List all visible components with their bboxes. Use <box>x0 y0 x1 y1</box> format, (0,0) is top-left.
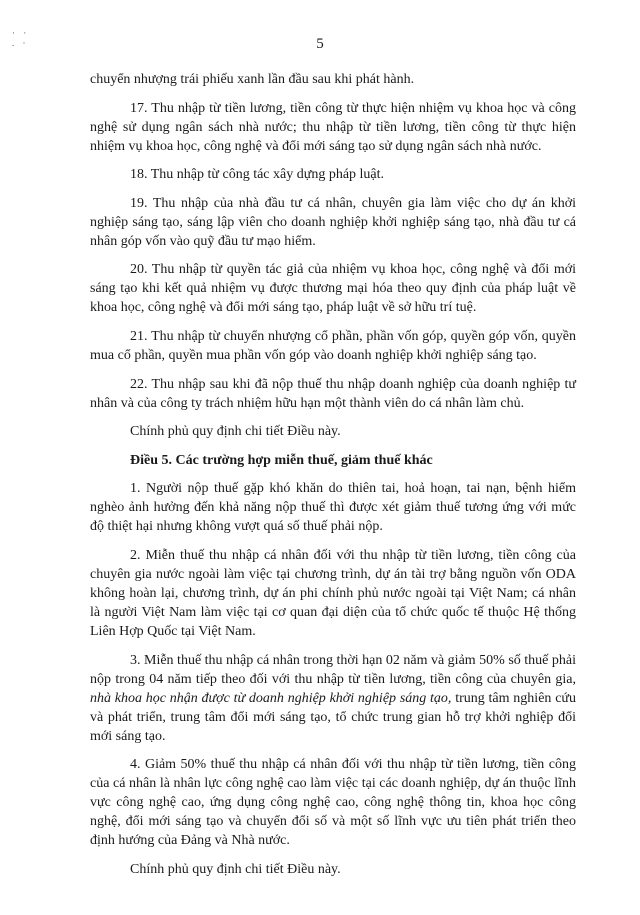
paragraph-continuation: chuyển nhượng trái phiếu xanh lần đầu sau khi phát hành. <box>90 72 415 87</box>
government-detail-note-2: Chính phủ quy định chi tiết Điều này. <box>130 861 341 877</box>
page-number: 5 <box>316 36 324 52</box>
paragraph-item-20: 20. Thu nhập từ quyền tác giả của nhiệm vụ khoa học, công nghệ và đổi mới sáng tạo khi kết quả nhiệm vụ được thương mại hóa theo quy định của pháp luật về khoa học, công nghệ và đổi mới sáng tạo, pháp luật về sở hữu trí tuệ. <box>90 262 576 316</box>
clause-3-text-start: 3. Miễn thuế thu nhập cá nhân trong thời hạn 02 năm và giảm 50% số thuế phải nộp trong 04 năm tiếp theo đối với thu nhập từ tiền lương, tiền công của chuyên gia, <box>90 652 576 687</box>
scan-specks: · · . · <box>12 28 30 48</box>
clause-3-text-end: trung tâm nghiên cứu và phát triển, trung tâm đổi mới sáng tạo, tổ chức trung gian hỗ trợ khởi nghiệp đổi mới sáng tạo. <box>90 690 576 744</box>
article-5-clause-2: 2. Miễn thuế thu nhập cá nhân đối với thu nhập từ tiền lương, tiền công của chuyên gia nước ngoài làm việc tại chương trình, dự án tài trợ bằng nguồn vốn ODA không hoàn lại, chương trình, dự án phi chính phủ nước ngoài tại Việt Nam; cá nhân là người Việt Nam làm việc tại cơ quan đại diện của tổ chức quốc tế thuộc Hệ thống Liên Hợp Quốc tại Việt Nam. <box>90 547 576 639</box>
article-5-clause-3 <box>90 651 576 746</box>
paragraph-item-17: 17. Thu nhập từ tiền lương, tiền công từ thực hiện nhiệm vụ khoa học và công nghệ sử dụng ngân sách nhà nước; thu nhập từ tiền lương, tiền công từ thực hiện nhiệm vụ khoa học, công nghệ và đổi mới sáng tạo sử dụng ngân sách nhà nước. <box>90 100 576 154</box>
paragraph-item-19: 19. Thu nhập của nhà đầu tư cá nhân, chuyên gia làm việc cho dự án khởi nghiệp sáng tạo, sáng lập viên cho doanh nghiệp khởi nghiệp sáng tạo, nhà đầu tư cá nhân góp vốn vào quỹ đầu tư mạo hiểm. <box>90 195 576 249</box>
government-detail-note-1: Chính phủ quy định chi tiết Điều này. <box>130 424 341 440</box>
paragraph-item-18: 18. Thu nhập từ công tác xây dựng pháp luật. <box>130 167 385 183</box>
paragraph-item-22: 22. Thu nhập sau khi đã nộp thuế thu nhập doanh nghiệp của doanh nghiệp tư nhân và của công ty trách nhiệm hữu hạn một thành viên do cá nhân làm chủ. <box>90 376 576 411</box>
article-5-clause-1: 1. Người nộp thuế gặp khó khăn do thiên tai, hoả hoạn, tai nạn, bệnh hiểm nghèo ảnh hưởng đến khả năng nộp thuế thì được xét giảm thuế tương ứng với mức độ thiệt hại nhưng không vượt quá số thuế phải nộp. <box>90 481 576 535</box>
article-5-clause-4: 4. Giảm 50% thuế thu nhập cá nhân đối với thu nhập từ tiền lương, tiền công của cá nhân là nhân lực công nghệ cao làm việc tại các doanh nghiệp, dự án thuộc lĩnh vực công nghệ cao, ứng dụng công nghệ cao, công nghệ thông tin, khoa học công nghệ, đổi mới sáng tạo và chuyển đổi số và một số lĩnh vực ưu tiên phát triển theo định hướng của Đảng và Nhà nước. <box>90 757 576 849</box>
clause-3-italic-text: nhà khoa học nhận được từ doanh nghiệp khởi nghiệp sáng tạo, <box>90 690 452 706</box>
document-body <box>90 70 576 888</box>
article-5-heading: Điều 5. Các trường hợp miễn thuế, giảm thuế khác <box>130 452 433 468</box>
paragraph-item-21: 21. Thu nhập từ chuyển nhượng cổ phần, phần vốn góp, quyền góp vốn, quyền mua cổ phần, quyền mua phần vốn góp vào doanh nghiệp khởi nghiệp sáng tạo. <box>90 328 576 363</box>
